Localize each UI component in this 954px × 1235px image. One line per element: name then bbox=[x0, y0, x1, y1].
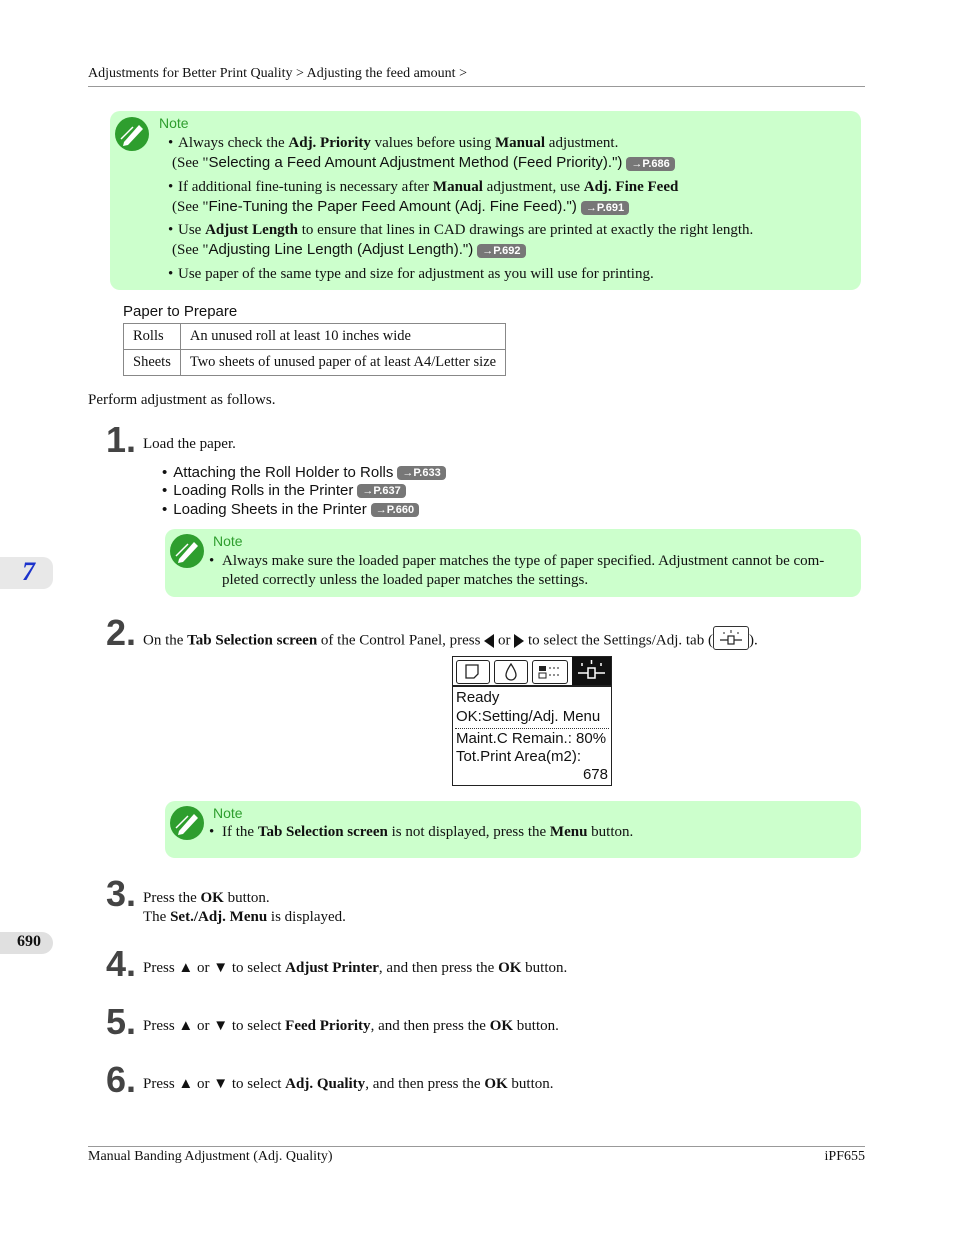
chapter-number: 7 bbox=[22, 557, 35, 586]
note-label: Note bbox=[159, 115, 189, 131]
tab-job-icon bbox=[532, 660, 568, 684]
note-bullet-3: • Use Adjust Length to ensure that lines in CAD drawings are printed at exactly the right length. (See "Adjusting Line Length (Adjust Length).") →P.692 bbox=[168, 222, 754, 258]
lcd-print-area-value: 678 bbox=[582, 766, 608, 783]
step-text: Press ▲ or ▼ to select Adjust Printer, and then press the OK button. bbox=[143, 960, 568, 976]
step-text: Press the OK button. bbox=[143, 890, 270, 906]
intro-text: Perform adjustment as follows. bbox=[88, 392, 276, 408]
step-text: Load the paper. bbox=[143, 436, 236, 452]
step-number: 1. bbox=[106, 419, 137, 460]
lcd-dotted-divider bbox=[455, 728, 609, 729]
footer-rule bbox=[88, 1146, 865, 1147]
right-arrow-icon bbox=[514, 634, 524, 648]
page-ref-link[interactable]: →P.637 bbox=[357, 484, 405, 498]
note-box bbox=[110, 111, 861, 290]
tab-settings-adj-icon bbox=[572, 657, 611, 685]
note-box bbox=[165, 801, 861, 858]
page-ref-link[interactable]: →P.692 bbox=[477, 244, 525, 258]
note-box bbox=[165, 529, 861, 597]
step-number: 4. bbox=[106, 943, 137, 984]
see-link[interactable]: Adjusting Line Length (Adjust Length). bbox=[208, 241, 463, 258]
step-text: On the Tab Selection screen of the Control Panel, press or to select the Settings/Adj. tab ( ). bbox=[143, 629, 758, 653]
footer-model: iPF655 bbox=[824, 1149, 865, 1164]
link-item: • Attaching the Roll Holder to Rolls →P.633 bbox=[162, 464, 446, 481]
topic-link[interactable]: Loading Rolls in the Printer bbox=[173, 482, 354, 499]
note-pencil-icon bbox=[170, 806, 204, 840]
note-bullet-2: • If additional fine-tuning is necessary after Manual adjustment, use Adj. Fine Feed (See "Fine-Tuning the Paper Feed Amount (Adj. Fine Feed).") →P.691 bbox=[168, 179, 679, 215]
step-number: 6. bbox=[106, 1059, 137, 1100]
table-row bbox=[124, 350, 506, 376]
note-pencil-icon bbox=[115, 117, 149, 151]
step-number: 3. bbox=[106, 873, 137, 914]
table-cell: Rolls bbox=[124, 324, 181, 350]
settings-adj-tab-icon bbox=[713, 626, 749, 650]
page-ref-link[interactable]: →P.691 bbox=[581, 201, 629, 215]
table-cell: Two sheets of unused paper of at least A4/Letter size bbox=[180, 350, 505, 376]
step-text: Press ▲ or ▼ to select Feed Priority, and then press the OK button. bbox=[143, 1018, 559, 1034]
table-cell: An unused roll at least 10 inches wide bbox=[180, 324, 505, 350]
lcd-menu-hint: OK:Setting/Adj. Menu bbox=[456, 708, 601, 725]
header-rule bbox=[88, 86, 865, 87]
table-cell: Sheets bbox=[124, 350, 181, 376]
page-number: 690 bbox=[17, 933, 41, 950]
link-item: • Loading Sheets in the Printer →P.660 bbox=[162, 501, 419, 518]
step-number: 2. bbox=[106, 612, 137, 653]
page-ref-link[interactable]: →P.660 bbox=[371, 503, 419, 517]
step-text: Press ▲ or ▼ to select Adj. Quality, and then press the OK button. bbox=[143, 1076, 554, 1092]
note-bullet: • Always make sure the loaded paper matches the type of paper specified. Adjustment cannot be com- pleted correctly unless the loaded paper matches the settings. bbox=[209, 553, 825, 588]
note-bullet: • If the Tab Selection screen is not displayed, press the Menu button. bbox=[209, 824, 634, 840]
lcd-divider bbox=[453, 685, 611, 687]
page-ref-link[interactable]: →P.633 bbox=[397, 466, 445, 480]
see-link[interactable]: Selecting a Feed Amount Adjustment Method (Feed Priority). bbox=[208, 154, 613, 171]
control-panel-display bbox=[452, 656, 612, 786]
note-pencil-icon bbox=[170, 534, 204, 568]
paper-table-title: Paper to Prepare bbox=[123, 303, 238, 320]
note-label: Note bbox=[213, 805, 243, 821]
step-result-text: The Set./Adj. Menu is displayed. bbox=[143, 909, 346, 925]
note-label: Note bbox=[213, 533, 243, 549]
step-number: 5. bbox=[106, 1001, 137, 1042]
tab-ink-icon bbox=[494, 660, 528, 684]
chapter-tab[interactable] bbox=[0, 557, 53, 589]
note-bullet-4: • Use paper of the same type and size for adjustment as you will use for printing. bbox=[168, 266, 654, 282]
paper-table bbox=[123, 323, 506, 376]
table-row bbox=[124, 324, 506, 350]
see-link[interactable]: Fine-Tuning the Paper Feed Amount (Adj. Fine Feed). bbox=[208, 198, 567, 215]
tab-paper-icon bbox=[456, 660, 490, 684]
lcd-print-area-label: Tot.Print Area(m2): bbox=[456, 748, 582, 765]
page-ref-link[interactable]: →P.686 bbox=[626, 157, 674, 171]
topic-link[interactable]: Loading Sheets in the Printer bbox=[173, 501, 367, 518]
link-item: • Loading Rolls in the Printer →P.637 bbox=[162, 482, 406, 499]
page-number-tab bbox=[0, 932, 53, 954]
topic-link[interactable]: Attaching the Roll Holder to Rolls bbox=[173, 464, 394, 481]
lcd-status: Ready bbox=[456, 689, 500, 706]
note-bullet-1: • Always check the Adj. Priority values before using Manual adjustment. (See "Selecting a Feed Amount Adjustment Method (Feed Priority).") →P.686 bbox=[168, 134, 675, 173]
footer-section-title: Manual Banding Adjustment (Adj. Quality) bbox=[88, 1149, 333, 1164]
lcd-maint: Maint.C Remain.: 80% bbox=[456, 730, 607, 747]
left-arrow-icon bbox=[484, 634, 494, 648]
breadcrumb: Adjustments for Better Print Quality > Adjusting the feed amount > bbox=[88, 66, 467, 81]
